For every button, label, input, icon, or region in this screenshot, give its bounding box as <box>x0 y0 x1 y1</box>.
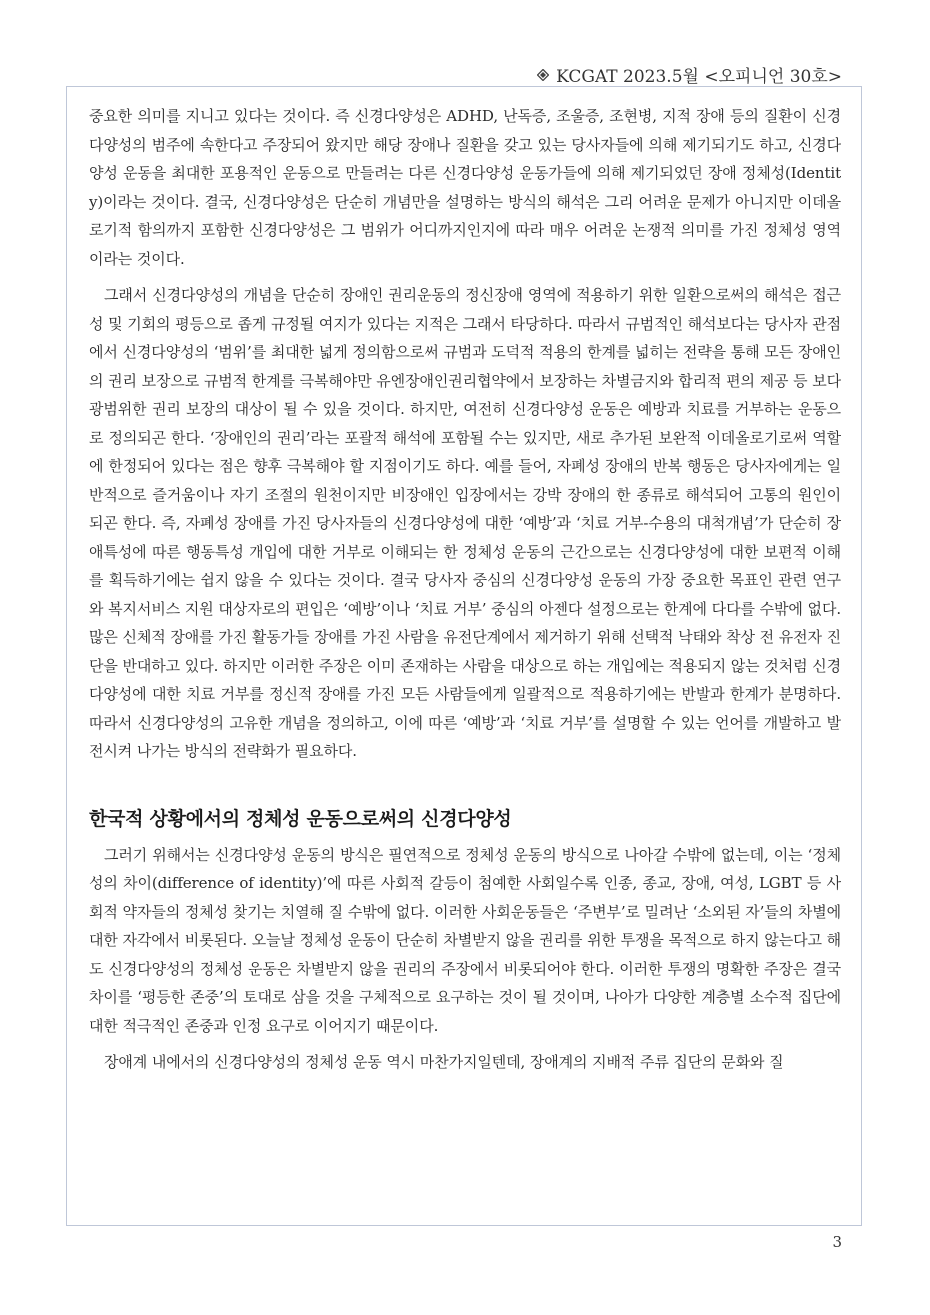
header-text: KCGAT 2023.5월 <오피니언 30호> <box>556 67 842 87</box>
paragraph: 장애계 내에서의 신경다양성의 정체성 운동 역시 마찬가지일텐데, 장애계의 지배적 주류 집단의 문화와 질 <box>104 1053 784 1071</box>
paragraph: 그러기 위해서는 신경다양성 운동의 방식은 필연적으로 정체성 운동의 방식으로 나아갈 수밖에 없는데, 이는 ‘정체성의 차이(difference of identity)’에 따른 사회적 갈등이 첨예한 사회일수록 인종, 종교, 장애, 여성, LGBT 등 사회적 약자들의 정체성 찾기는 치열해 질 수밖에 없다. 이러한 사회운동들은 ‘주변부’로 밀려난 ‘소외된 자’들의 차별에 대한 자각에서 비롯된다. 오늘날 정체성 운동이 단순히 차별받지 않을 권리를 위한 투쟁을 목적으로 하지 않는다고 해도 신경다양성의 정체성 운동은 차별받지 않을 권리의 주장에서 비롯되어야 한다. 이러한 투쟁의 명확한 주장은 결국 차이를 ‘평등한 존중’의 토대로 삼을 것을 구체적으로 요구하는 것이 될 것이며, 나아가 다양한 계층별 소수적 집단에 대한 적극적인 존중과 인정 요구로 이어지기 때문이다. <box>89 845 841 1035</box>
diamond-icon <box>537 69 548 80</box>
paragraph: 중요한 의미를 지니고 있다는 것이다. 즉 신경다양성은 ADHD, 난독증, 조울증, 조현병, 지적 장애 등의 질환이 신경다양성의 범주에 속한다고 주장되어 왔지만 해당 장애나 질환을 갖고 있는 당사자들에 의해 제기되기도 하고, 신경다양성 운동을 최대한 포용적인 운동으로 만들려는 다른 신경다양성 운동가들에 의해 제기되었던 장애 정체성(Identity)이라는 것이다. 결국, 신경다양성은 단순히 개념만을 설명하는 방식의 해석은 그리 어려운 문제가 아니지만 이데올로기적 함의까지 포함한 신경다양성은 그 범위가 어디까지인지에 따라 매우 어려운 논쟁적 의미를 가진 정체성 영역이라는 것이다. <box>89 107 841 268</box>
section-heading: 한국적 상황에서의 정체성 운동으로써의 신경다양성 <box>89 807 512 830</box>
page-number: 3 <box>832 1233 842 1251</box>
paragraph: 그래서 신경다양성의 개념을 단순히 장애인 권리운동의 정신장애 영역에 적용하기 위한 일환으로써의 해석은 접근성 및 기회의 평등으로 좁게 규정될 여지가 있다는 지적은 그래서 타당하다. 따라서 규범적인 해석보다는 당사자 관점에서 신경다양성의 ‘범위’를 최대한 넓게 정의함으로써 규범과 도덕적 적용의 한계를 넓히는 전략을 통해 모든 장애인의 권리 보장으로 규범적 한계를 극복해야만 유엔장애인권리협약에서 보장하는 차별금지와 합리적 편의 제공 등 보다 광범위한 권리 보장의 대상이 될 수 있을 것이다. 하지만, 여전히 신경다양성 운동은 예방과 치료를 거부하는 운동으로 정의되곤 한다. ‘장애인의 권리’라는 포괄적 해석에 포함될 수는 있지만, 새로 추가된 보완적 이데올로기로써 역할에 한정되어 있다는 점은 향후 극복해야 할 지점이기도 하다. 예를 들어, 자폐성 장애의 반복 행동은 당사자에게는 일반적으로 즐거움이나 자기 조절의 원천이지만 비장애인 입장에서는 강박 장애의 한 종류로 해석되어 고통의 원인이 되곤 한다. 즉, 자폐성 장애를 가진 당사자들의 신경다양성에 대한 ‘예방’과 ‘치료 거부-수용의 대척개념’가 단순히 장애특성에 따른 행동특성 개입에 대한 거부로 이해되는 한 정체성 운동의 근간으로는 신경다양성에 대한 보편적 이해를 획득하기에는 쉽지 않을 수 있다는 것이다. 결국 당사자 중심의 신경다양성 운동의 가장 중요한 목표인 관련 연구와 복지서비스 지원 대상자로의 편입은 ‘예방’이나 ‘치료 거부’ 중심의 아젠다 설정으로는 한계에 다다를 수밖에 없다. 많은 신체적 장애를 가진 활동가들 장애를 가진 사람을 유전단계에서 제거하기 위해 선택적 낙태와 착상 전 유전자 진단을 반대하고 있다. 하지만 이러한 주장은 이미 존재하는 사람을 대상으로 하는 개입에는 적용되지 않는 것처럼 신경다양성에 대한 치료 거부를 정신적 장애를 가진 모든 사람들에게 일괄적으로 적용하기에는 반발과 한계가 분명하다. 따라서 신경다양성의 고유한 개념을 정의하고, 이에 따른 ‘예방’과 ‘치료 거부’를 설명할 수 있는 언어를 개발하고 발전시켜 나가는 방식의 전략화가 필요하다. <box>89 286 841 760</box>
article-body <box>89 102 841 1077</box>
page-header <box>537 62 842 87</box>
